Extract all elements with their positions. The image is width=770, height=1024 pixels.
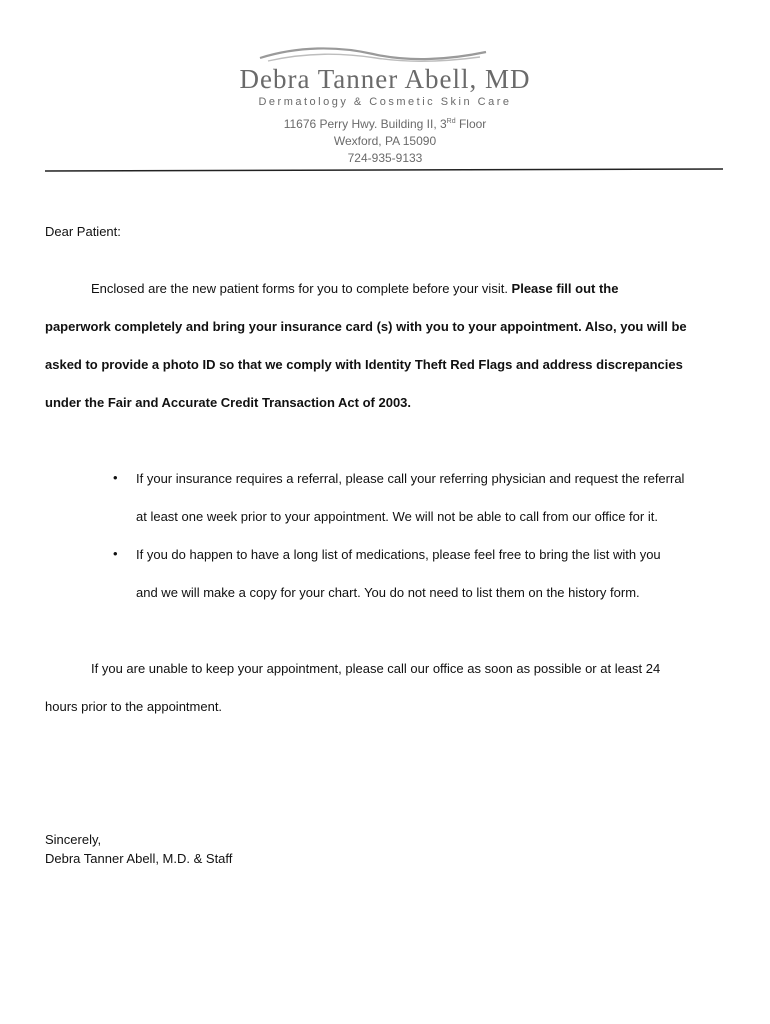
bullet-2-line-2: and we will make a copy for your chart. You do not need to list them on the history form.: [136, 585, 640, 600]
bullet-icon: •: [113, 470, 118, 485]
logo-swoosh-icon: [258, 44, 488, 66]
phone-number: 724-935-9133: [347, 151, 423, 165]
paragraph-2-line-2: hours prior to the appointment.: [45, 699, 223, 714]
greeting: Dear Patient:: [45, 224, 121, 239]
address-line-2: Wexford, PA 15090: [333, 134, 437, 148]
paragraph-2-line-1: If you are unable to keep your appointment, please call our office as soon as possible or at least 24: [91, 661, 661, 676]
address-line-1: 11676 Perry Hwy. Building II, 3Rd Floor: [283, 117, 487, 131]
closing: Sincerely,: [45, 832, 102, 847]
bullet-2-line-1: If you do happen to have a long list of medications, please feel free to bring the list with you: [136, 547, 661, 562]
bullet-icon: •: [113, 546, 118, 561]
practice-name: Debra Tanner Abell, MD: [239, 64, 531, 94]
header-divider: [45, 168, 723, 172]
bullet-1-line-1: If your insurance requires a referral, please call your referring physician and request the referral: [136, 471, 685, 486]
signature: Debra Tanner Abell, M.D. & Staff: [45, 851, 233, 866]
paragraph-1-line-1: Enclosed are the new patient forms for you to complete before your visit. Please fill out the: [91, 281, 619, 296]
paragraph-1-line-3: asked to provide a photo ID so that we comply with Identity Theft Red Flags and address discrepancies: [45, 357, 683, 372]
paragraph-1-line-2: paperwork completely and bring your insurance card (s) with you to your appointment. Also, you will be: [45, 319, 687, 334]
paragraph-1-line-4: under the Fair and Accurate Credit Transaction Act of 2003.: [45, 395, 412, 410]
bullet-1-line-2: at least one week prior to your appointment. We will not be able to call from our office for it.: [136, 509, 658, 524]
practice-tagline: Dermatology & Cosmetic Skin Care: [258, 96, 512, 108]
